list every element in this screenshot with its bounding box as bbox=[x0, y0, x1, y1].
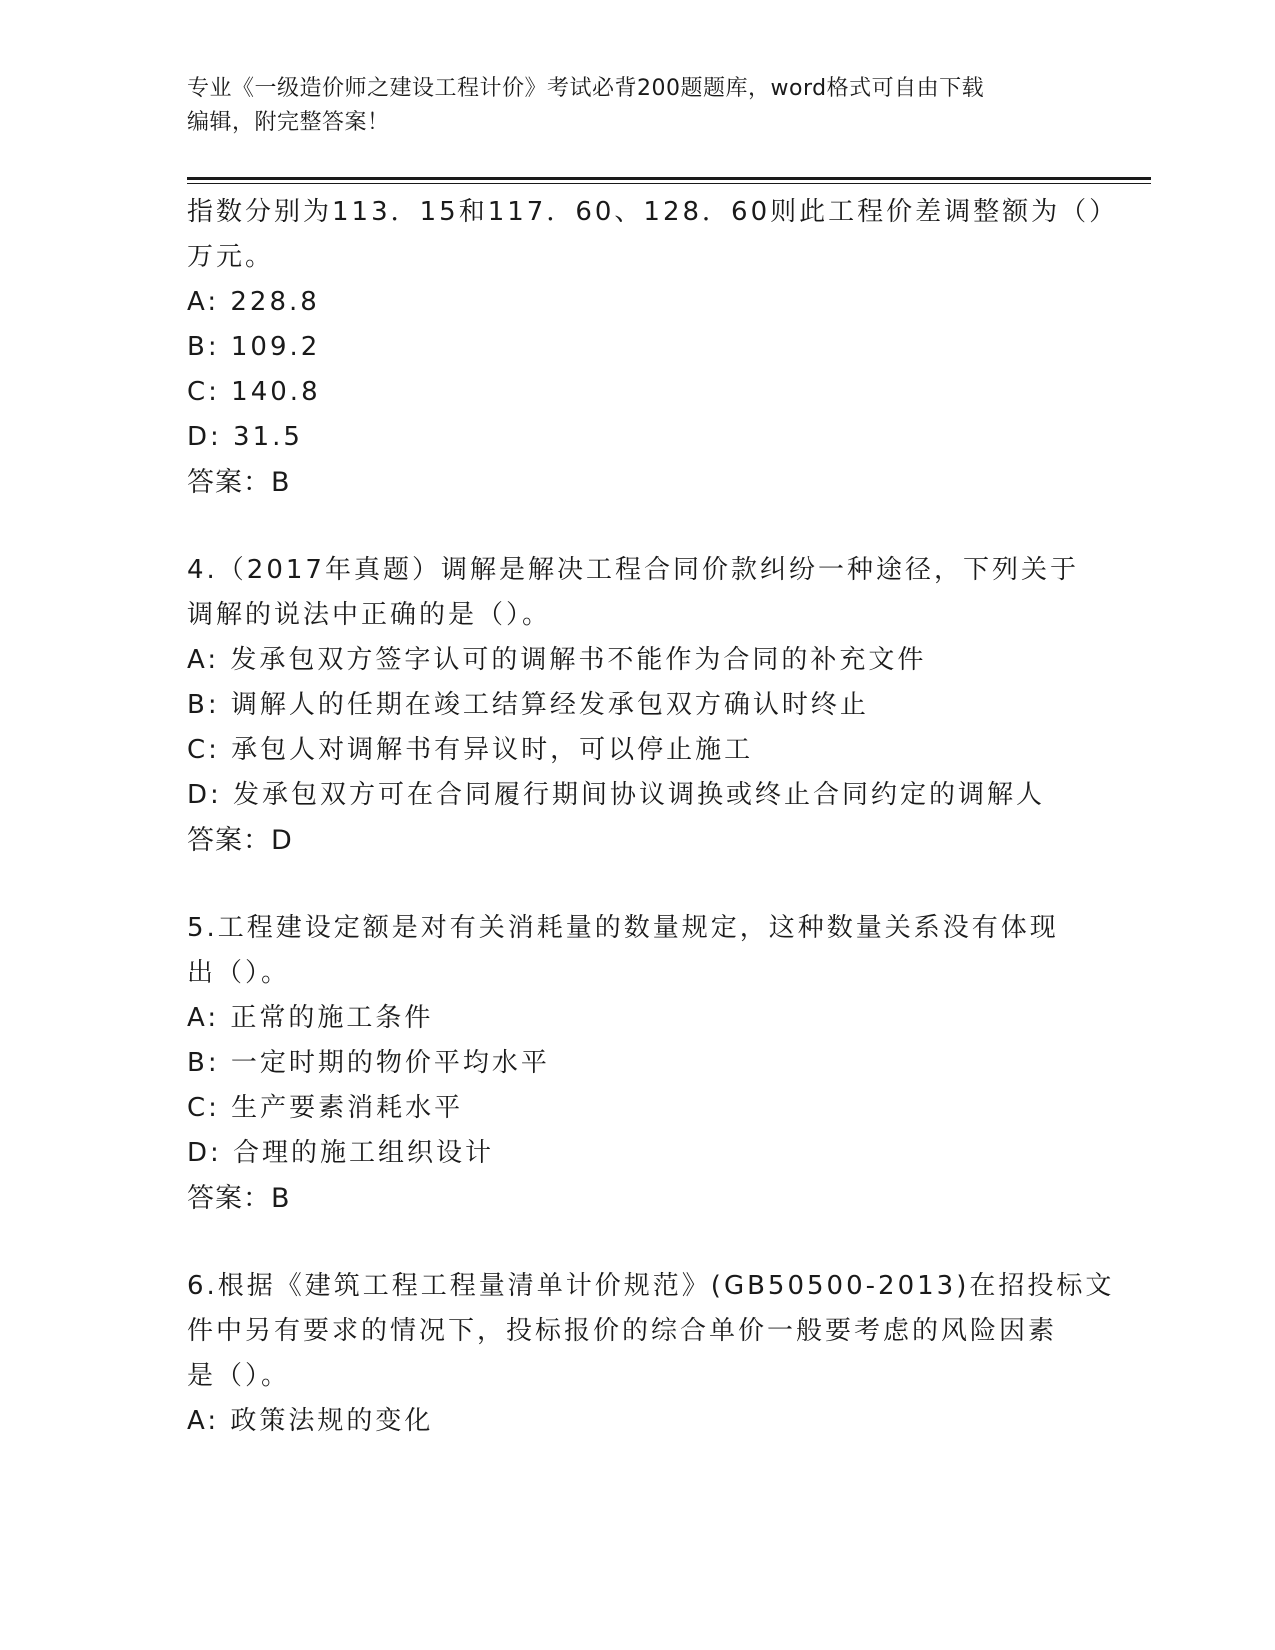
option-a: A: 228.8 bbox=[187, 287, 320, 317]
option-a: A: 正常的施工条件 bbox=[187, 1003, 434, 1033]
answer-label: 答案：B bbox=[187, 467, 291, 498]
question-stem: 件中另有要求的情况下，投标报价的综合单价一般要考虑的风险因素 bbox=[187, 1316, 1058, 1346]
option-b: B: 调解人的任期在竣工结算经发承包双方确认时终止 bbox=[187, 690, 869, 720]
option-c: C: 140.8 bbox=[187, 377, 321, 407]
question-stem: 是（）。 bbox=[187, 1361, 291, 1391]
question-stem: 调解的说法中正确的是（）。 bbox=[187, 600, 552, 630]
question-stem: 4.（2017年真题）调解是解决工程合同价款纠纷一种途径，下列关于 bbox=[187, 555, 1079, 585]
header-divider-thin bbox=[187, 183, 1151, 184]
option-b: B: 109.2 bbox=[187, 332, 321, 362]
option-d: D: 31.5 bbox=[187, 422, 303, 452]
header-line-1: 专业《一级造价师之建设工程计价》考试必背200题题库，word格式可自由下载 bbox=[187, 76, 985, 101]
option-c: C: 生产要素消耗水平 bbox=[187, 1093, 464, 1123]
header-divider-thick bbox=[187, 177, 1151, 180]
question-5 bbox=[187, 906, 1067, 1221]
answer-label: 答案：D bbox=[187, 825, 293, 856]
question-stem: 万元。 bbox=[187, 242, 275, 272]
question-stem: 5.工程建设定额是对有关消耗量的数量规定，这种数量关系没有体现 bbox=[187, 913, 1059, 943]
question-list bbox=[187, 190, 1119, 1444]
header-line-2: 编辑，附完整答案！ bbox=[187, 110, 390, 135]
question-stem: 指数分别为113．15和117．60、128．60则此工程价差调整额为（） bbox=[187, 197, 1119, 227]
option-d: D: 合理的施工组织设计 bbox=[187, 1138, 495, 1168]
question-stem: 6.根据《建筑工程工程量清单计价规范》(GB50500-2013)在招投标文 bbox=[187, 1271, 1115, 1301]
question-6 bbox=[187, 1264, 1115, 1444]
option-d: D: 发承包双方可在合同履行期间协议调换或终止合同约定的调解人 bbox=[187, 780, 1046, 810]
option-c: C: 承包人对调解书有异议时，可以停止施工 bbox=[187, 735, 754, 765]
answer-label: 答案：B bbox=[187, 1183, 291, 1214]
document-header bbox=[187, 72, 1087, 140]
option-a: A: 发承包双方签字认可的调解书不能作为合同的补充文件 bbox=[187, 645, 927, 675]
question-4 bbox=[187, 548, 1079, 863]
question-3 bbox=[187, 190, 1119, 505]
option-a: A: 政策法规的变化 bbox=[187, 1406, 434, 1436]
question-stem: 出（）。 bbox=[187, 958, 291, 988]
option-b: B: 一定时期的物价平均水平 bbox=[187, 1048, 550, 1078]
